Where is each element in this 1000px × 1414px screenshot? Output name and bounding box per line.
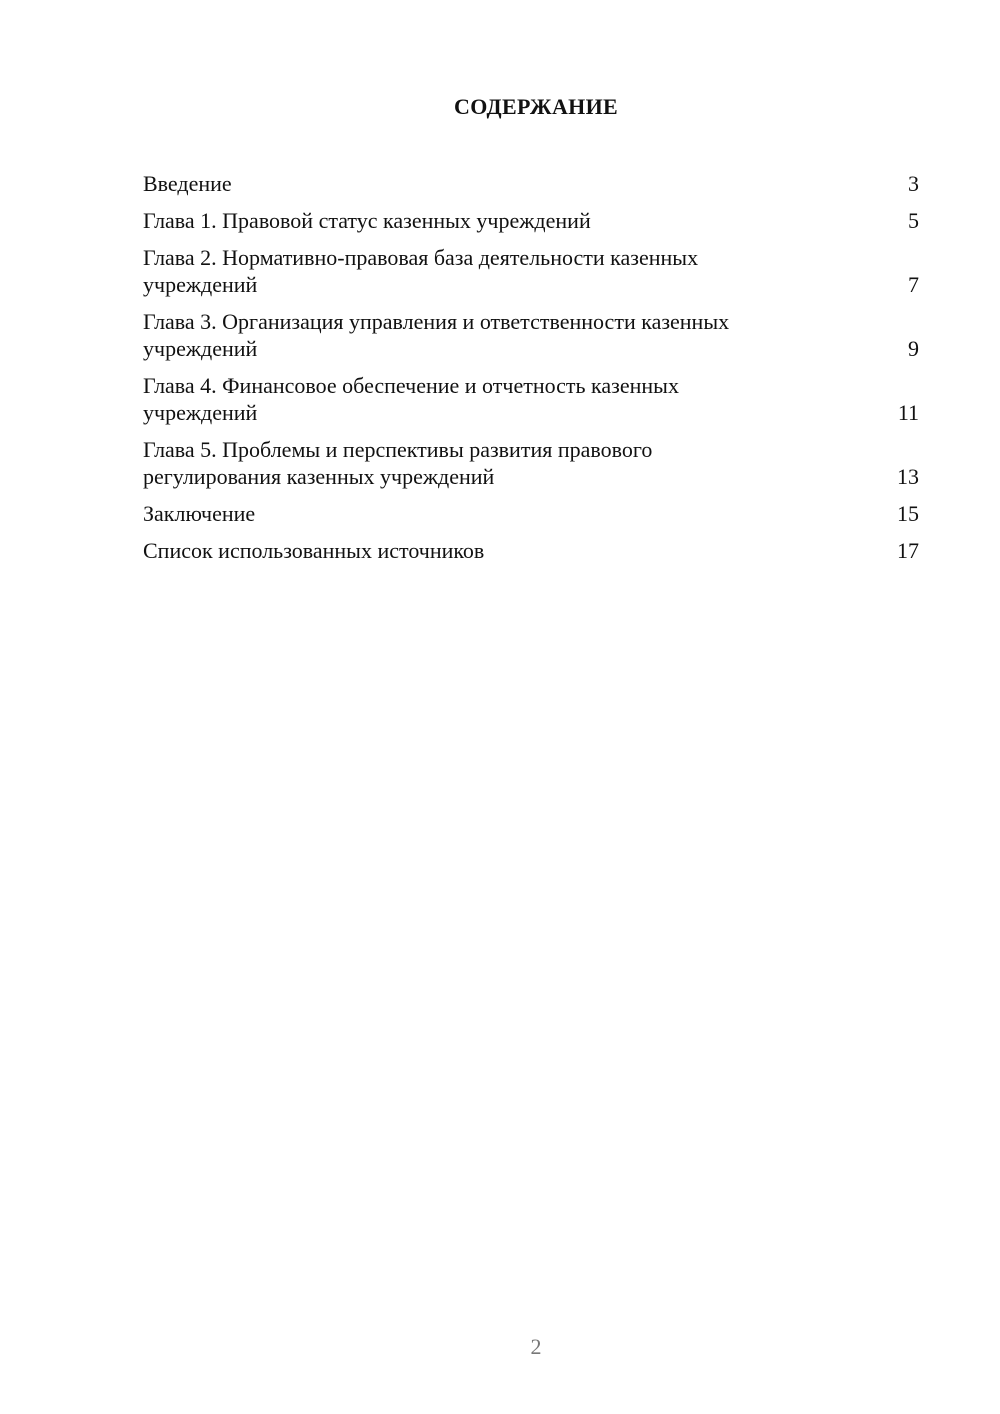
- toc-entry-references: [143, 537, 919, 564]
- toc-entry-text: Заключение: [143, 501, 256, 526]
- toc-entry-chapter-2: [143, 244, 919, 298]
- table-of-contents: [143, 170, 919, 574]
- toc-entry-page: 7: [908, 272, 919, 297]
- toc-entry-page: 3: [908, 171, 919, 196]
- toc-entry-text: Глава 2. Нормативно-правовая база деятельности казенных учреждений: [143, 245, 699, 297]
- toc-entry-text: Введение: [143, 171, 232, 196]
- toc-entry-page: 9: [908, 336, 919, 361]
- toc-entry-page: 5: [908, 208, 919, 233]
- toc-entry-text: Список использованных источников: [143, 538, 485, 563]
- toc-entry-page: 15: [897, 501, 919, 526]
- toc-entry-text: Глава 3. Организация управления и ответственности казенных учреждений: [143, 309, 730, 361]
- toc-entry-introduction: [143, 170, 919, 197]
- toc-entry-chapter-5: [143, 436, 919, 490]
- toc-entry-conclusion: [143, 500, 919, 527]
- toc-entry-chapter-4: [143, 372, 919, 426]
- toc-entry-page: 11: [897, 400, 919, 425]
- toc-entry-page: 13: [897, 464, 919, 489]
- toc-entry-text: Глава 5. Проблемы и перспективы развития правового регулирования казенных учреждений: [143, 437, 653, 489]
- toc-entry-chapter-3: [143, 308, 919, 362]
- toc-entry-chapter-1: [143, 207, 919, 234]
- page-number: 2: [530, 1334, 542, 1359]
- toc-entry-text: Глава 1. Правовой статус казенных учреждений: [143, 208, 591, 233]
- page-title: СОДЕРЖАНИЕ: [454, 94, 618, 119]
- toc-entry-page: 17: [897, 538, 919, 563]
- toc-entry-text: Глава 4. Финансовое обеспечение и отчетность казенных учреждений: [143, 373, 679, 425]
